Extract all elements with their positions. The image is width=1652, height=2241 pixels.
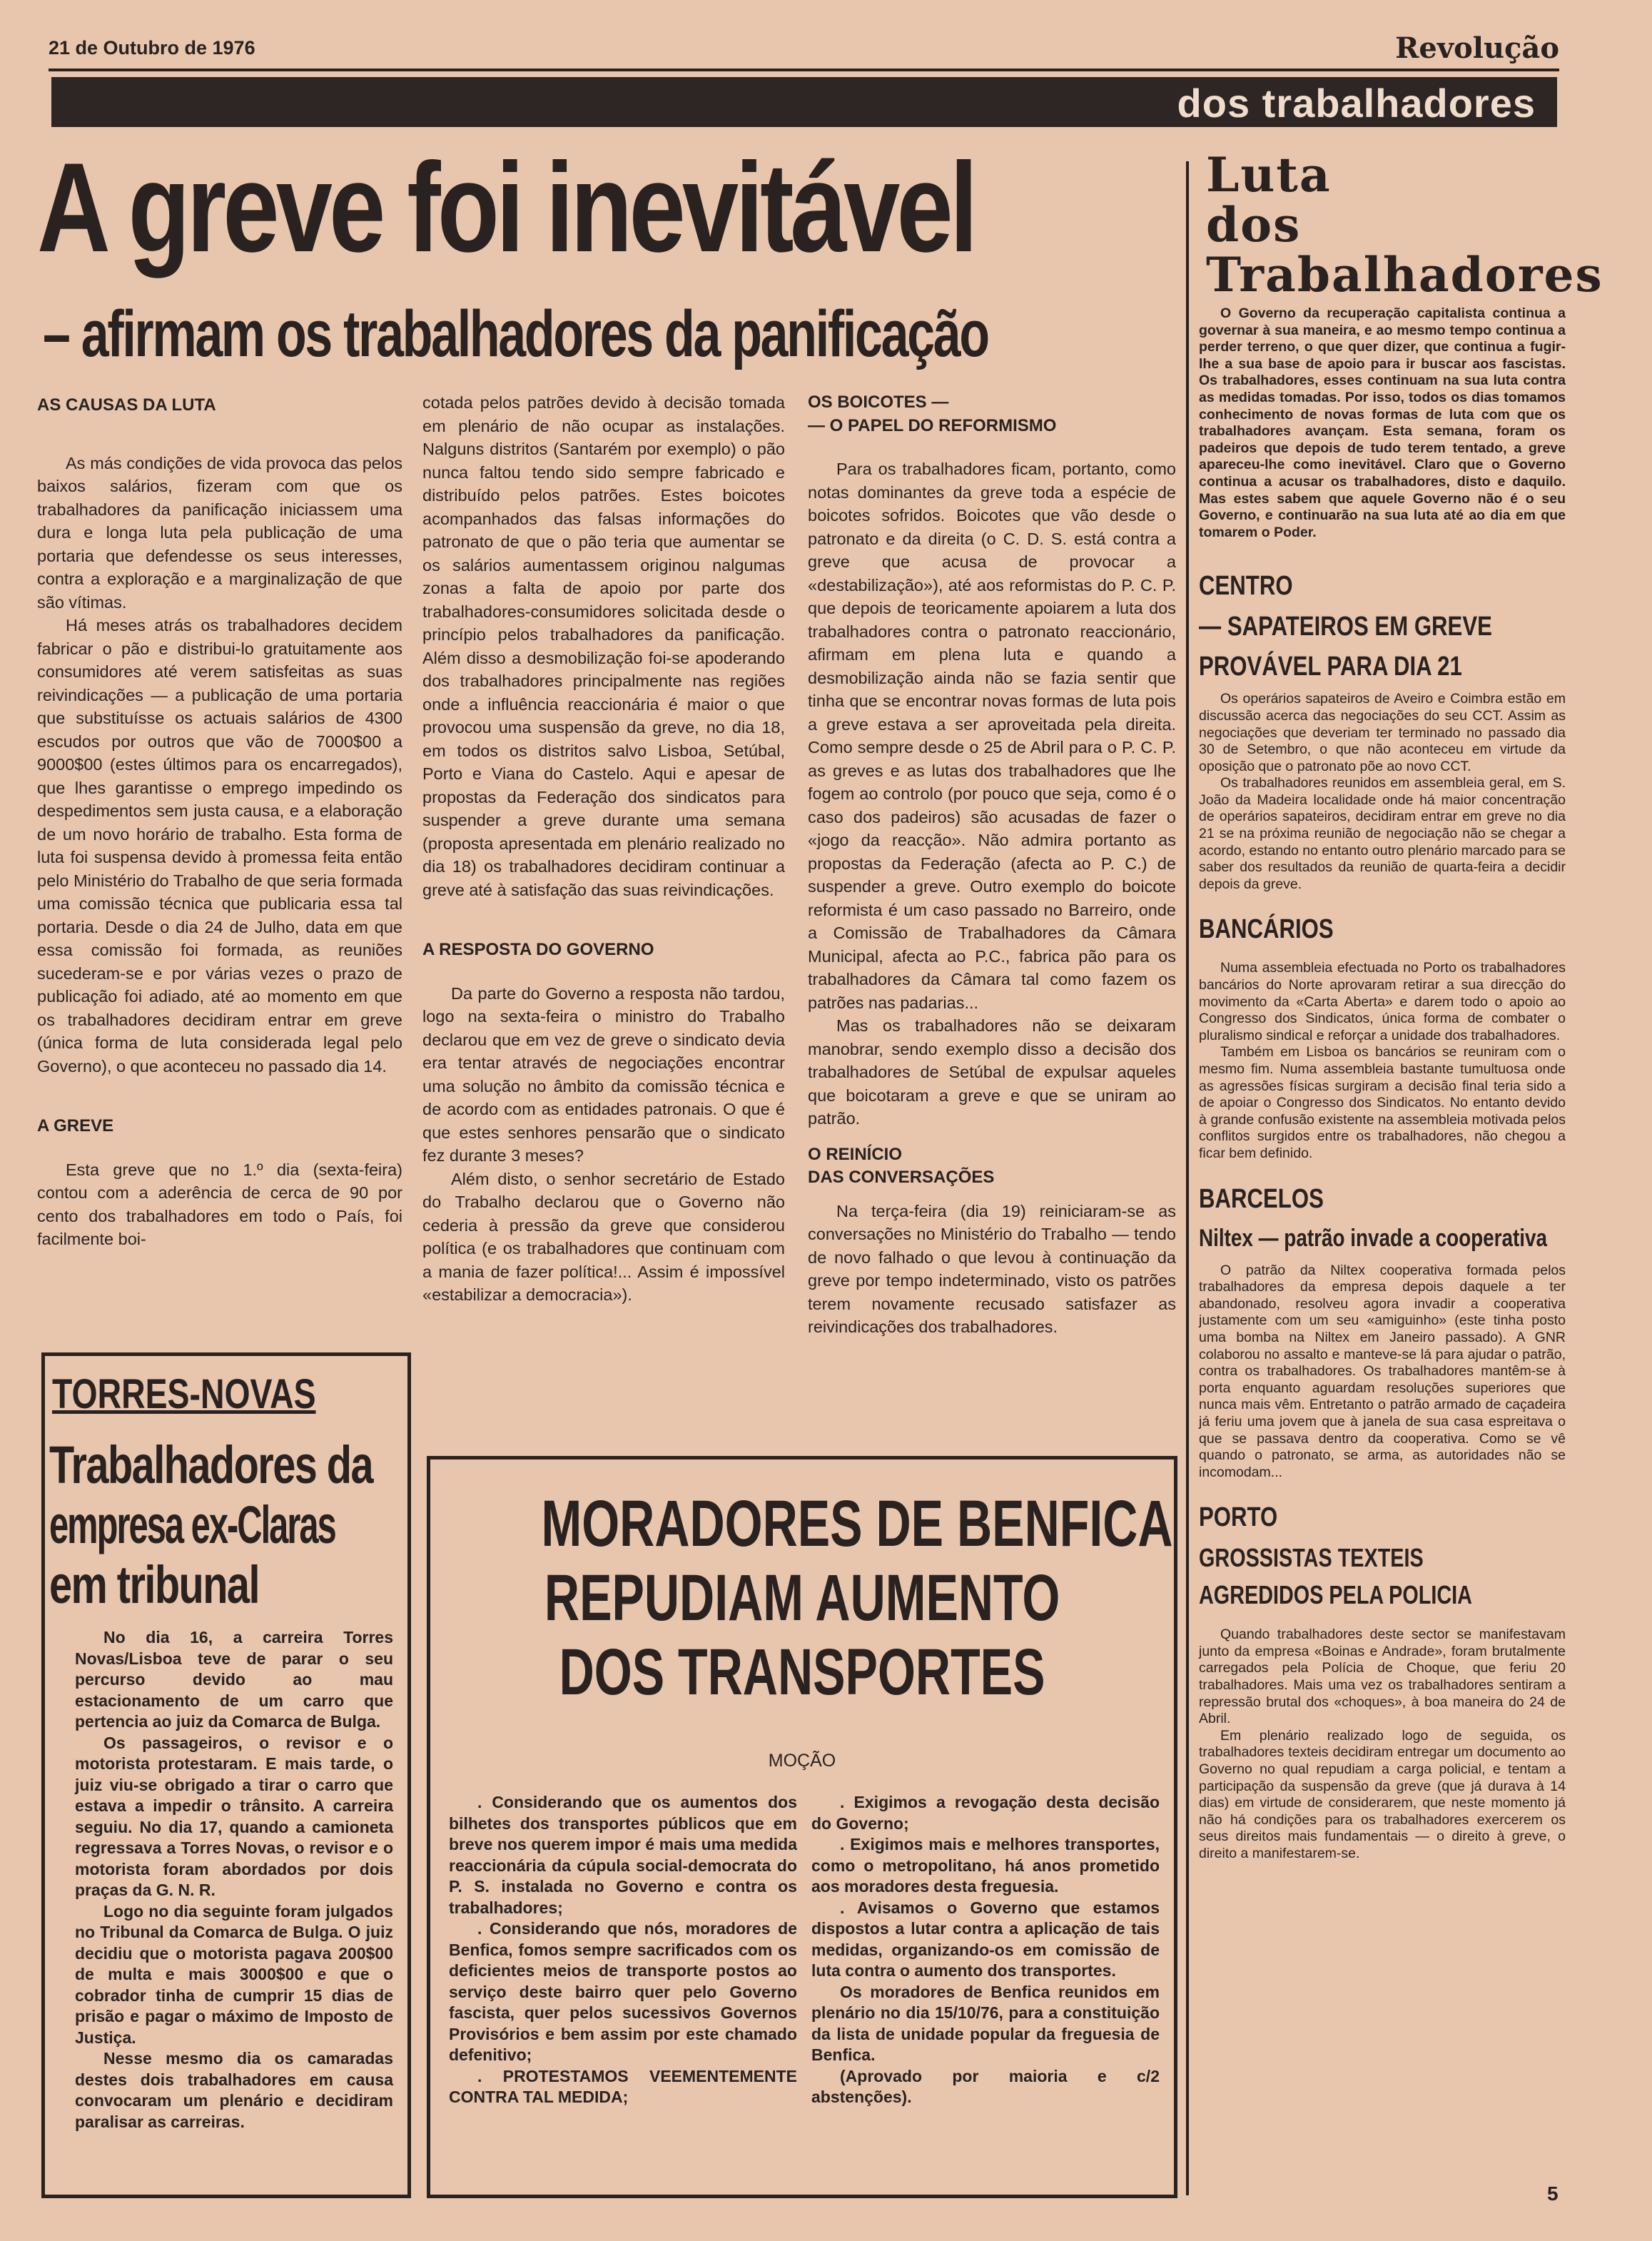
motion-clause: . Avisamos o Governo que estamos dispostos a lutar contra a aplicação de tais medidas, organizando-os em comissão de luta contra o aumento dos transportes. xyxy=(811,1898,1160,1980)
benfica-box xyxy=(427,1456,1177,2198)
subhead-greve: A GREVE xyxy=(37,1116,114,1135)
paragraph: Os trabalhadores reunidos em assembleia geral, em S. João da Madeira localidade onde há maior concentração de operários sapateiros, decidiram entrar em greve no dia 21 se na próxima reunião de negociação não se chegar a acordo, estando no entanto outro plenário marcado para se saber dos resultados da reunião de quarta-feira a decidir depois da greve. xyxy=(1199,775,1566,892)
paragraph: cotada pelos patrões devido à decisão tomada em plenário de não ocupar as instalações. Nalguns distritos (Santarém por exemplo) o pão nunca faltou tendo sido sempre fabricado e distribuído pelos patrões. Estes boicotes acompanhados das falsas informações do patronato de que o pão teria que aumentar se os salários aumentassem originou nalgumas zonas a falta de apoio por parte dos trabalhadores-consumidores solicitada desde o princípio pelos trabalhadores da panificação. Além disso a desmobilização foi-se apoderando dos trabalhadores principalmente nas regiões onde a influência reaccionária é maior o que provocou uma suspensão da greve, no dia 18, em todos os distritos salvo Lisboa, Setúbal, Porto e Viana do Castelo. Aqui e apesar de propostas da Federação dos sindicatos para suspender a greve durante uma semana (proposta apresentada em plenário realizado no dia 18) os trabalhadores decidiram continuar a greve até à satisfação das suas reivindicações. xyxy=(422,393,785,899)
paragraph: No dia 16, a carreira Torres Novas/Lisboa teve de parar o seu percurso devido ao mau estacionamento de um carro que pertencia ao juiz da Comarca de Bulga. xyxy=(75,1628,393,1731)
benfica-title-text-2: REPUDIAM AUMENTO xyxy=(544,1562,1060,1634)
torres-body xyxy=(75,1627,393,2133)
main-deck: – afirmam os trabalhadores da panificação xyxy=(43,298,988,370)
porto-headline-1: GROSSISTAS TEXTEIS xyxy=(1199,1543,1424,1573)
benfica-title-line-1 xyxy=(430,1488,1174,1559)
paragraph: Logo no dia seguinte foram julgados no Tribunal da Comarca de Bulga. O juiz decidiu que o motorista pagava 200$00 de multa e mais 3000$00 e que o cobrador tinha de cumprir 15 dias de prisão e pagar o máximo de Imposto de Justiça. xyxy=(75,1901,393,2047)
sidebar-body xyxy=(1199,305,1566,1863)
section-bancarios: BANCÁRIOS xyxy=(1199,914,1334,945)
paper-name: Revolução xyxy=(1395,31,1559,65)
section-porto: PORTO xyxy=(1199,1502,1278,1533)
paragraph: Nesse mesmo dia os camaradas destes dois trabalhadores em causa convocaram um plenário e decidiram paralisar as carreiras. xyxy=(75,2049,393,2131)
paragraph: Quando trabalhadores deste sector se manifestavam junto da empresa «Boinas e Andrade», foram brutalmente carregados pela Polícia de Choque, que feriu 20 trabalhadores. Mais uma vez os trabalhadores sentiram a repressão brutal dos «choques», à boa maneira do 24 de Abril. xyxy=(1199,1627,1566,1727)
torres-novas-box xyxy=(41,1352,411,2198)
paragraph: Além disto, o senhor secretário de Estado do Trabalho declarou que o Governo não cederia à pressão da greve que considerou política (e os trabalhadores que continuam com a mania de fazer política!... Assim é impossível «estabilizar a democracia»). xyxy=(422,1169,785,1304)
paragraph: Esta greve que no 1.º dia (sexta-feira) contou com a aderência de cerca de 90 por cento dos trabalhadores em todo o País, foi facilmente boi- xyxy=(37,1160,402,1248)
sidebar-title xyxy=(1206,147,1603,303)
centro-headline-1: — SAPATEIROS EM GREVE xyxy=(1199,612,1492,642)
sidebar-title-line-3: Trabalhadores xyxy=(1206,247,1603,303)
motion-clause: . Exigimos a revogação desta decisão do Governo; xyxy=(811,1793,1160,1833)
paragraph: Os passageiros, o revisor e o motorista protestaram. E mais tarde, o juiz viu-se obrigado a tirar o carro que estava a impedir o trânsito. A carreira seguiu. No dia 17, quando a camioneta regressava a Torres Novas, o revisor e o motorista foram abordados por dois praças da G. N. R. xyxy=(75,1733,393,1899)
mocao-right-column xyxy=(811,1792,1160,2108)
main-headline: A greve foi inevitável xyxy=(37,136,975,278)
subhead-resposta: A RESPOSTA DO GOVERNO xyxy=(422,940,654,959)
barcelos-headline: Niltex — patrão invade a cooperativa xyxy=(1199,1224,1548,1252)
torres-title-line-1: Trabalhadores da xyxy=(49,1435,373,1494)
mocao-label: MOÇÃO xyxy=(768,1751,836,1771)
subhead-reinicio: O REINÍCIO xyxy=(808,1144,903,1164)
motion-clause: . PROTESTAMOS VEEMENTEMENTE CONTRA TAL MEDIDA; xyxy=(449,2066,797,2106)
benfica-title-text-1: MORADORES DE BENFICA xyxy=(541,1487,1173,1560)
article-column-3 xyxy=(808,391,1176,1339)
torres-title-line-2: empresa ex-Claras xyxy=(49,1495,335,1554)
section-barcelos: BARCELOS xyxy=(1199,1183,1324,1214)
sidebar-intro: O Governo da recuperação capitalista continua a governar à sua maneira, e ao mesmo tempo continua a perder terreno, o que quer dizer, que continua a fugir-lhe a sua base de apoio para ir buscar aos fascistas. Os trabalhadores, esses continuam na sua luta contra as medidas tomadas. Por isso, todos os dias tomamos conhecimento de novas formas de luta com que os trabalhadores avançam. Esta semana, foram os padeiros que depois de tudo terem tentado, a greve apareceu-lhe como inevitável. Claro que o Governo continua a acusar os trabalhadores, disto e daquilo. Mas estes sabem que aquele Governo não é o seu Governo, e continuarão na sua luta até ao dia em que tomarem o Poder. xyxy=(1199,305,1566,540)
subhead-reformismo: — O PAPEL DO REFORMISMO xyxy=(808,415,1057,435)
paragraph: As más condições de vida provoca das pelos baixos salários, fizeram com que os trabalhadores da panificação iniciassem uma dura e longa luta pela publicação de uma portaria que defendesse os seus interesses, contra a exploração e a marginalização de que são vítimas. xyxy=(37,453,402,612)
paragraph: Numa assembleia efectuada no Porto os trabalhadores bancários do Norte aprovaram retirar a sua direcção do movimento da «Carta Aberta» e darem todo o apoio ao Congresso dos Sindicatos, única forma de combater o pluralismo sindical e reforçar a unidade dos trabalhadores. xyxy=(1199,960,1566,1043)
paragraph: Em plenário realizado logo de seguida, os trabalhadores texteis decidiram entregar um documento ao Governo no qual repudiam a carga policial, e tentam a participação da suspensão da greve (que já durava à 14 dias) em virtude de considerarem, que neste momento já não há condições para os trabalhadores exercerem os seus direitos mais fundamentais — o direito à greve, o direito a manifestarem-se. xyxy=(1199,1727,1566,1861)
benfica-title-line-3 xyxy=(430,1637,1174,1708)
section-centro: CENTRO xyxy=(1199,571,1293,602)
motion-clause: . Considerando que os aumentos dos bilhetes dos transportes públicos que em breve nos querem impor é mais uma medida reaccionária da cúpula social-democrata do P. S. instalada no Governo e contra os trabalhadores; xyxy=(449,1793,797,1917)
porto-headline-2: AGREDIDOS PELA POLICIA xyxy=(1199,1580,1472,1610)
paragraph: Na terça-feira (dia 19) reiniciaram-se as conversações no Ministério do Trabalho — tendo de novo falhado o que levou à continuação da greve por tempo indeterminado, visto os patrões terem novamente recusado satisfazer as reivindicações dos trabalhadores. xyxy=(808,1201,1176,1336)
article-column-1 xyxy=(37,394,402,1251)
centro-headline-2: PROVÁVEL PARA DIA 21 xyxy=(1199,652,1462,682)
motion-clause: . Exigimos mais e melhores transportes, como o metropolitano, há anos prometido aos moradores desta freguesia. xyxy=(811,1835,1160,1896)
subhead-causas: AS CAUSAS DA LUTA xyxy=(37,395,216,415)
page-number: 5 xyxy=(1547,2182,1559,2205)
issue-date: 21 de Outubro de 1976 xyxy=(49,37,255,59)
mocao-left-column xyxy=(449,1792,797,2108)
sidebar-title-line-2: dos xyxy=(1206,197,1302,253)
paragraph: Para os trabalhadores ficam, portanto, como notas dominantes da greve toda a espécie de boicotes sofridos. Boicotes que vão desde o patronato e da direita (o C. D. S. está contra a greve que acusa de provocar a «destabilização»), até aos reformistas do P. C. P. que depois de teoricamente apoiarem a luta dos trabalhadores contra o patronato reaccionário, afirmam em plena luta e quando a desmobilização ainda não se fazia sentir que tinha que se encontrar novas formas de luta pois a greve estava a ser aproveitada pela direita. Como sempre desde o 25 de Abril para o P. C. P. as greves e as lutas dos trabalhadores que lhe fogem ao controlo (por pouco que seja, como é o caso dos padeiros) são acusadas de fazer o «jogo da reacção». Não admira portanto as propostas da Federação (afecta ao P. C.) de suspender a greve. Outro exemplo do boicote reformista é um caso passado no Barreiro, onde a Comissão de Trabalhadores da Câmara Municipal, afecta ao P.C., fabrica pão para os trabalhadores da Câmara tal como fazem os patrões nas padarias... xyxy=(808,460,1176,1012)
benfica-title-text-3: DOS TRANSPORTES xyxy=(559,1636,1045,1709)
paragraph: Também em Lisboa os bancários se reuniram com o mesmo fim. Numa assembleia bastante tumultuosa onde as agressões físicas surgiram a decisão final teria sido a de apoiar o Congresso dos Sindicatos. No entanto devido à grande confusão existente na assembleia motivada pelos conflitos surgidos entre os trabalhadores, não chegou a ficar bem definido. xyxy=(1199,1044,1566,1161)
section-title: dos trabalhadores xyxy=(1177,81,1536,126)
paragraph: Há meses atrás os trabalhadores decidem fabricar o pão e distribui-lo gratuitamente aos consumidores até verem satisfeitas as suas reivindicações — a publicação de uma portaria que substituísse os actuais salários de 4300 escudos por outros que vão de 7000$00 a 9000$00 (estes últimos para os encarregados), que lhes garantisse o emprego impedindo os despedimentos sem justa causa, e a elaboração de um novo horário de trabalho. Esta forma de luta foi suspensa devido à promessa feita então pelo Ministério do Trabalho de que seria formada uma comissão técnica que publicaria essa tal portaria. Desde o dia 24 de Julho, data em que essa comissão foi formada, as reuniões sucederam-se e por várias vezes o prazo de publicação foi adiado, até ao momento em que os trabalhadores decidiram entrar em greve (única forma de luta considerada legal pelo Governo), o que aconteceu no passado dia 14. xyxy=(37,616,402,1076)
paragraph: O patrão da Niltex cooperativa formada pelos trabalhadores da empresa depois daquele a ter abandonado, resolveu agora invadir a cooperativa justamente com um seu «amiguinho» (este tinha posto uma bomba na Niltex em Janeiro passado). A GNR colaborou no assalto e manteve-se lá para ajudar o patrão, contra os trabalhadores. Os trabalhadores mantêm-se à porta enquanto aguardam resoluções superiores que nunca mais vêm. Entretanto o patrão armado de caçadeira já feriu uma jovem que à janela de sua casa espreitava o que se passava dentro da cooperativa. Como se vê quando o patronato, se arma, as autoridades não se incomodam... xyxy=(1199,1262,1566,1480)
motion-clause: (Aprovado por maioria e c/2 abstenções). xyxy=(811,2066,1160,2106)
subhead-conversacoes: DAS CONVERSAÇÕES xyxy=(808,1168,995,1187)
paragraph: Mas os trabalhadores não se deixaram manobrar, sendo exemplo disso a decisão dos trabalhadores de Setúbal de expulsar aqueles que boicotaram a greve e que se uniram ao patrão. xyxy=(808,1016,1176,1128)
sidebar-title-line-1: Luta xyxy=(1206,147,1332,203)
section-banner xyxy=(51,77,1557,127)
masthead-rule xyxy=(49,69,1559,71)
motion-clause: Os moradores de Benfica reunidos em plenário no dia 15/10/76, para a constituição da lista de unidade popular da freguesia de Benfica. xyxy=(811,1982,1160,2064)
subhead-boicotes: OS BOICOTES — xyxy=(808,393,949,412)
paragraph: Os operários sapateiros de Aveiro e Coimbra estão em discussão acerca das negociações do seu CCT. Assim as negociações que deveriam ter terminado no passado dia 30 de Setembro, o que não aconteceu em virtude da oposição que o patronato põe ao novo CCT. xyxy=(1199,691,1566,774)
article-column-2 xyxy=(422,391,785,1307)
torres-title-line-3: em tribunal xyxy=(49,1555,259,1614)
benfica-title-line-2 xyxy=(430,1562,1174,1634)
paragraph: Da parte do Governo a resposta não tardou, logo na sexta-feira o ministro do Trabalho declarou que em vez de greve o sindicato devia era tentar através de negociações encontrar uma solução no âmbito da comissão técnica e de acordo com as entidades patronais. O que é que estes senhores pensarão que o sindicato fez durante 3 meses? xyxy=(422,983,785,1165)
motion-clause: . Considerando que nós, moradores de Benfica, fomos sempre sacrificados com os deficientes meios de transporte postos ao serviço deste bairro quer pelo Governo fascista, quer pelos sucessivos Governos Provisórios e bem assim por este chamado defenitivo; xyxy=(449,1919,797,2064)
torres-kicker: TORRES-NOVAS xyxy=(52,1371,316,1417)
sidebar-divider xyxy=(1186,161,1189,2195)
